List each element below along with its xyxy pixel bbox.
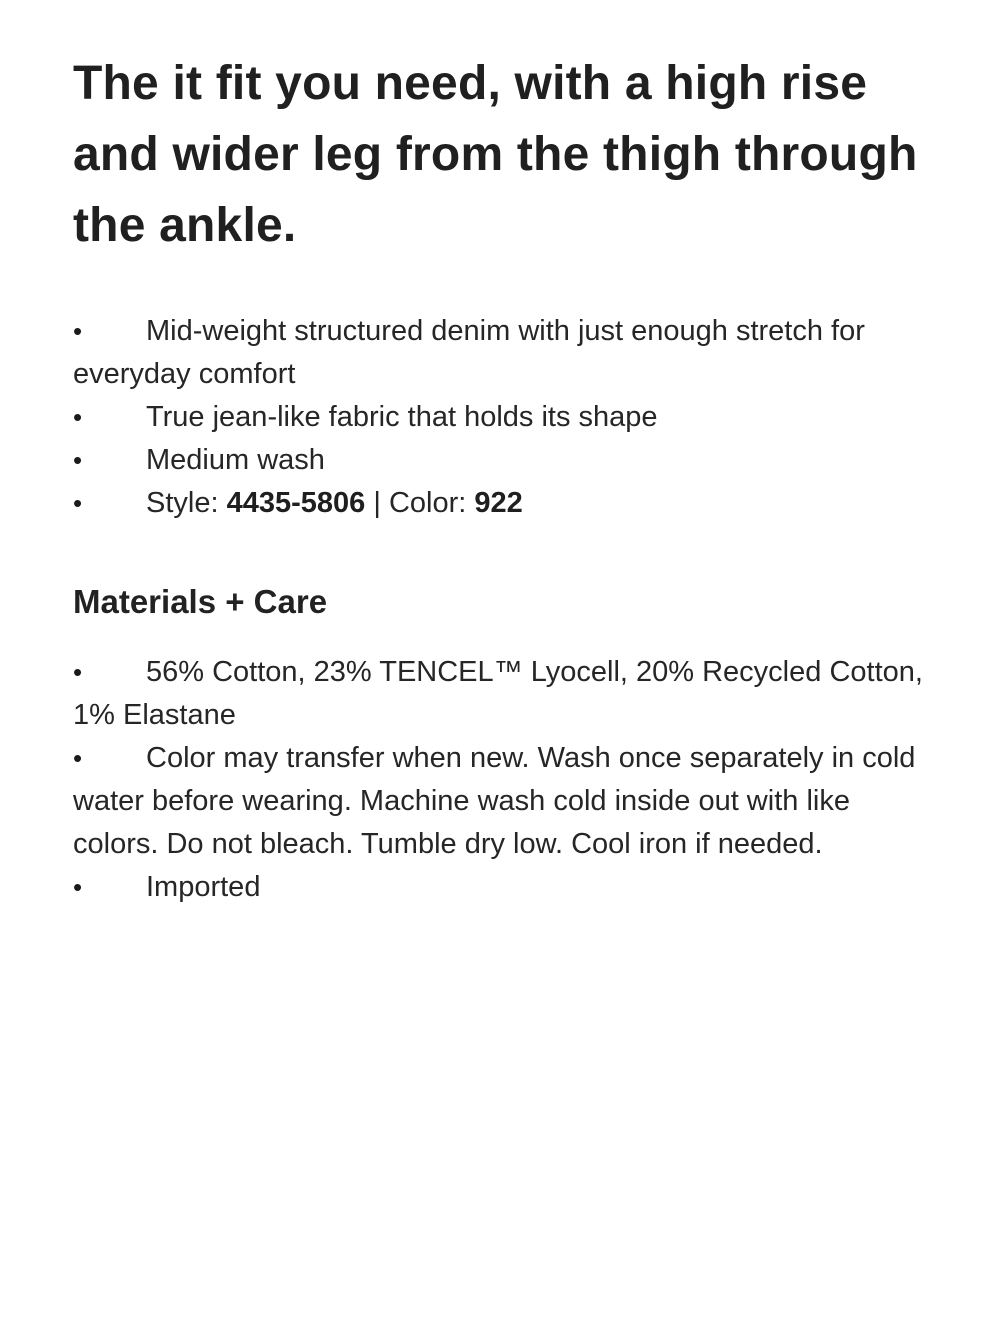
product-description <box>73 48 933 909</box>
color-label: Color: <box>388 487 475 519</box>
feature-text: True jean-like fabric that holds its shape <box>146 401 658 433</box>
feature-text: Mid-weight structured denim with just enough stretch for everyday comfort <box>73 315 865 390</box>
bullet-icon: • <box>73 657 83 687</box>
list-item <box>73 651 933 737</box>
style-label: Style: <box>146 487 227 519</box>
bullet-icon: • <box>73 872 83 902</box>
feature-text: Medium wash <box>146 444 325 476</box>
style-color-item <box>73 482 933 525</box>
materials-text: 56% Cotton, 23% TENCEL™ Lyocell, 20% Recycled Cotton, 1% Elastane <box>73 656 923 731</box>
materials-care-heading: Materials + Care <box>73 583 328 620</box>
bullet-icon: • <box>73 743 83 773</box>
list-item <box>73 866 933 909</box>
color-code: 922 <box>474 487 523 519</box>
bullet-icon: • <box>73 488 83 518</box>
list-item <box>73 737 933 866</box>
list-item <box>73 310 933 396</box>
feature-list <box>73 310 933 525</box>
materials-care-list <box>73 651 933 909</box>
separator: | <box>365 487 389 519</box>
list-item <box>73 439 933 482</box>
origin-text: Imported <box>146 871 261 903</box>
style-number: 4435-5806 <box>226 487 366 519</box>
bullet-icon: • <box>73 445 83 475</box>
product-headline: The it fit you need, with a high rise and wider leg from the thigh through the ankle. <box>73 57 918 252</box>
care-instructions-text: Color may transfer when new. Wash once separately in cold water before wearing. Machine wash cold inside out with like colors. Do not bleach. Tumble dry low. Cool iron if needed. <box>73 742 916 860</box>
list-item <box>73 396 933 439</box>
bullet-icon: • <box>73 316 83 346</box>
bullet-icon: • <box>73 402 83 432</box>
